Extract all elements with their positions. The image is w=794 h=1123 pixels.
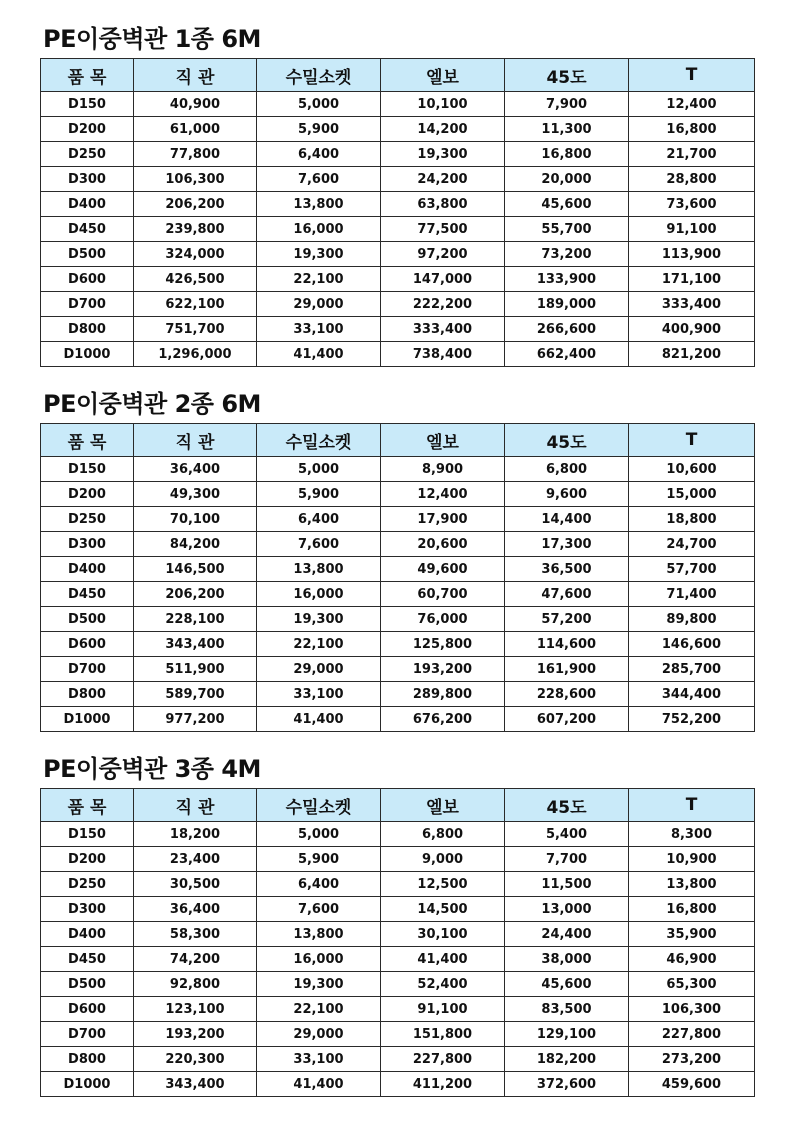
- price-cell-straight-pipe: 193,200: [134, 1022, 257, 1047]
- price-cell-tee: 344,400: [629, 682, 755, 707]
- price-cell-straight-pipe: 1,296,000: [134, 342, 257, 367]
- item-size-cell: D600: [41, 267, 134, 292]
- price-cell-straight-pipe: 228,100: [134, 607, 257, 632]
- price-cell-tee: 35,900: [629, 922, 755, 947]
- column-header-item: 품 목: [41, 59, 134, 92]
- item-size-cell: D400: [41, 557, 134, 582]
- price-cell-straight-pipe: 70,100: [134, 507, 257, 532]
- price-cell-tee: 21,700: [629, 142, 755, 167]
- item-size-cell: D200: [41, 117, 134, 142]
- price-cell-elbow-45: 5,400: [505, 822, 629, 847]
- table-row: [41, 922, 755, 947]
- price-cell-elbow: 97,200: [381, 242, 505, 267]
- price-cell-elbow: 30,100: [381, 922, 505, 947]
- price-cell-watertight-socket: 6,400: [257, 507, 381, 532]
- price-cell-watertight-socket: 6,400: [257, 142, 381, 167]
- table-row: [41, 242, 755, 267]
- item-size-cell: D700: [41, 657, 134, 682]
- price-cell-straight-pipe: 49,300: [134, 482, 257, 507]
- price-cell-tee: 13,800: [629, 872, 755, 897]
- price-cell-elbow-45: 83,500: [505, 997, 629, 1022]
- price-cell-elbow: 676,200: [381, 707, 505, 732]
- price-cell-elbow: 63,800: [381, 192, 505, 217]
- price-table: [40, 788, 755, 1097]
- price-cell-watertight-socket: 29,000: [257, 292, 381, 317]
- price-cell-elbow-45: 662,400: [505, 342, 629, 367]
- price-cell-straight-pipe: 343,400: [134, 632, 257, 657]
- price-cell-watertight-socket: 22,100: [257, 267, 381, 292]
- price-cell-straight-pipe: 18,200: [134, 822, 257, 847]
- price-cell-elbow: 77,500: [381, 217, 505, 242]
- table-row: [41, 142, 755, 167]
- price-cell-watertight-socket: 22,100: [257, 997, 381, 1022]
- price-cell-straight-pipe: 239,800: [134, 217, 257, 242]
- column-header-tee: T: [629, 789, 755, 822]
- table-row: [41, 217, 755, 242]
- table-row: [41, 972, 755, 997]
- table-row: [41, 607, 755, 632]
- column-header-elbow: 엘보: [381, 59, 505, 92]
- item-size-cell: D1000: [41, 707, 134, 732]
- item-size-cell: D150: [41, 822, 134, 847]
- price-cell-elbow-45: 7,900: [505, 92, 629, 117]
- item-size-cell: D1000: [41, 1072, 134, 1097]
- price-cell-elbow-45: 189,000: [505, 292, 629, 317]
- item-size-cell: D700: [41, 292, 134, 317]
- item-size-cell: D800: [41, 1047, 134, 1072]
- item-size-cell: D450: [41, 217, 134, 242]
- item-size-cell: D800: [41, 682, 134, 707]
- table-row: [41, 192, 755, 217]
- price-cell-tee: 171,100: [629, 267, 755, 292]
- price-cell-straight-pipe: 343,400: [134, 1072, 257, 1097]
- price-cell-watertight-socket: 16,000: [257, 947, 381, 972]
- price-cell-elbow-45: 607,200: [505, 707, 629, 732]
- price-cell-tee: 146,600: [629, 632, 755, 657]
- price-cell-tee: 57,700: [629, 557, 755, 582]
- table-row: [41, 557, 755, 582]
- column-header-item: 품 목: [41, 789, 134, 822]
- price-cell-tee: 106,300: [629, 997, 755, 1022]
- price-cell-elbow: 60,700: [381, 582, 505, 607]
- price-cell-elbow-45: 372,600: [505, 1072, 629, 1097]
- price-cell-watertight-socket: 19,300: [257, 607, 381, 632]
- price-cell-elbow-45: 45,600: [505, 192, 629, 217]
- price-cell-watertight-socket: 5,900: [257, 847, 381, 872]
- item-size-cell: D200: [41, 482, 134, 507]
- price-cell-elbow-45: 114,600: [505, 632, 629, 657]
- table-row: [41, 872, 755, 897]
- price-cell-tee: 89,800: [629, 607, 755, 632]
- price-cell-elbow-45: 11,500: [505, 872, 629, 897]
- price-cell-elbow-45: 182,200: [505, 1047, 629, 1072]
- price-cell-tee: 8,300: [629, 822, 755, 847]
- price-section-type-1: [40, 20, 754, 367]
- item-size-cell: D500: [41, 607, 134, 632]
- item-size-cell: D700: [41, 1022, 134, 1047]
- item-size-cell: D300: [41, 897, 134, 922]
- price-cell-watertight-socket: 7,600: [257, 532, 381, 557]
- price-cell-tee: 18,800: [629, 507, 755, 532]
- price-cell-elbow: 6,800: [381, 822, 505, 847]
- table-row: [41, 92, 755, 117]
- price-cell-watertight-socket: 7,600: [257, 167, 381, 192]
- price-cell-watertight-socket: 5,000: [257, 822, 381, 847]
- price-cell-watertight-socket: 6,400: [257, 872, 381, 897]
- price-cell-straight-pipe: 220,300: [134, 1047, 257, 1072]
- price-cell-elbow: 193,200: [381, 657, 505, 682]
- price-cell-elbow-45: 9,600: [505, 482, 629, 507]
- table-row: [41, 1047, 755, 1072]
- price-cell-tee: 73,600: [629, 192, 755, 217]
- price-cell-elbow: 333,400: [381, 317, 505, 342]
- price-cell-elbow-45: 7,700: [505, 847, 629, 872]
- column-header-item: 품 목: [41, 424, 134, 457]
- price-cell-watertight-socket: 13,800: [257, 922, 381, 947]
- price-cell-watertight-socket: 22,100: [257, 632, 381, 657]
- price-cell-elbow: 411,200: [381, 1072, 505, 1097]
- price-cell-straight-pipe: 206,200: [134, 582, 257, 607]
- price-cell-straight-pipe: 61,000: [134, 117, 257, 142]
- price-cell-watertight-socket: 41,400: [257, 342, 381, 367]
- table-row: [41, 532, 755, 557]
- price-cell-elbow: 49,600: [381, 557, 505, 582]
- price-cell-watertight-socket: 19,300: [257, 242, 381, 267]
- column-header-elbow-45: 45도: [505, 789, 629, 822]
- price-cell-elbow: 147,000: [381, 267, 505, 292]
- price-cell-straight-pipe: 206,200: [134, 192, 257, 217]
- price-cell-elbow-45: 20,000: [505, 167, 629, 192]
- price-cell-watertight-socket: 33,100: [257, 317, 381, 342]
- price-cell-elbow-45: 161,900: [505, 657, 629, 682]
- price-cell-elbow: 20,600: [381, 532, 505, 557]
- table-row: [41, 1072, 755, 1097]
- item-size-cell: D450: [41, 582, 134, 607]
- table-row: [41, 1022, 755, 1047]
- price-cell-elbow-45: 266,600: [505, 317, 629, 342]
- item-size-cell: D500: [41, 972, 134, 997]
- price-cell-watertight-socket: 41,400: [257, 1072, 381, 1097]
- price-cell-watertight-socket: 29,000: [257, 657, 381, 682]
- price-section-type-3: [40, 750, 754, 1097]
- item-size-cell: D250: [41, 507, 134, 532]
- table-row: [41, 707, 755, 732]
- column-header-straight-pipe: 직 관: [134, 789, 257, 822]
- table-row: [41, 292, 755, 317]
- price-cell-tee: 333,400: [629, 292, 755, 317]
- price-cell-straight-pipe: 40,900: [134, 92, 257, 117]
- price-cell-elbow: 289,800: [381, 682, 505, 707]
- price-cell-watertight-socket: 7,600: [257, 897, 381, 922]
- price-cell-tee: 16,800: [629, 117, 755, 142]
- price-cell-straight-pipe: 324,000: [134, 242, 257, 267]
- price-cell-tee: 10,600: [629, 457, 755, 482]
- column-header-elbow-45: 45도: [505, 59, 629, 92]
- table-row: [41, 507, 755, 532]
- price-cell-tee: 46,900: [629, 947, 755, 972]
- table-row: [41, 342, 755, 367]
- price-cell-elbow-45: 45,600: [505, 972, 629, 997]
- item-size-cell: D600: [41, 997, 134, 1022]
- price-cell-straight-pipe: 92,800: [134, 972, 257, 997]
- table-row: [41, 482, 755, 507]
- table-row: [41, 267, 755, 292]
- column-header-elbow-45: 45도: [505, 424, 629, 457]
- price-cell-tee: 65,300: [629, 972, 755, 997]
- price-cell-elbow: 17,900: [381, 507, 505, 532]
- price-section-type-2: [40, 385, 754, 732]
- column-header-watertight-socket: 수밀소켓: [257, 424, 381, 457]
- price-cell-elbow-45: 133,900: [505, 267, 629, 292]
- price-cell-elbow: 8,900: [381, 457, 505, 482]
- price-cell-elbow-45: 24,400: [505, 922, 629, 947]
- price-cell-straight-pipe: 84,200: [134, 532, 257, 557]
- table-row: [41, 847, 755, 872]
- table-row: [41, 457, 755, 482]
- section-title: PE이중벽관 2종 6M: [43, 390, 261, 418]
- price-cell-straight-pipe: 30,500: [134, 872, 257, 897]
- price-cell-straight-pipe: 58,300: [134, 922, 257, 947]
- item-size-cell: D450: [41, 947, 134, 972]
- item-size-cell: D250: [41, 142, 134, 167]
- table-header-row: [41, 59, 755, 92]
- column-header-elbow: 엘보: [381, 789, 505, 822]
- column-header-straight-pipe: 직 관: [134, 59, 257, 92]
- price-cell-watertight-socket: 33,100: [257, 682, 381, 707]
- item-size-cell: D200: [41, 847, 134, 872]
- column-header-tee: T: [629, 59, 755, 92]
- item-size-cell: D600: [41, 632, 134, 657]
- price-cell-watertight-socket: 13,800: [257, 557, 381, 582]
- column-header-tee: T: [629, 424, 755, 457]
- price-cell-tee: 12,400: [629, 92, 755, 117]
- item-size-cell: D250: [41, 872, 134, 897]
- price-cell-tee: 71,400: [629, 582, 755, 607]
- price-cell-elbow-45: 16,800: [505, 142, 629, 167]
- price-table: [40, 58, 755, 367]
- price-cell-watertight-socket: 5,000: [257, 92, 381, 117]
- price-cell-straight-pipe: 977,200: [134, 707, 257, 732]
- price-cell-watertight-socket: 16,000: [257, 217, 381, 242]
- table-row: [41, 167, 755, 192]
- item-size-cell: D1000: [41, 342, 134, 367]
- item-size-cell: D300: [41, 532, 134, 557]
- price-cell-elbow: 14,200: [381, 117, 505, 142]
- price-cell-tee: 400,900: [629, 317, 755, 342]
- column-header-watertight-socket: 수밀소켓: [257, 789, 381, 822]
- section-title: PE이중벽관 3종 4M: [43, 755, 261, 783]
- price-cell-elbow-45: 73,200: [505, 242, 629, 267]
- price-cell-watertight-socket: 41,400: [257, 707, 381, 732]
- table-header-row: [41, 789, 755, 822]
- item-size-cell: D150: [41, 457, 134, 482]
- price-cell-elbow: 12,400: [381, 482, 505, 507]
- price-cell-tee: 16,800: [629, 897, 755, 922]
- price-cell-elbow: 9,000: [381, 847, 505, 872]
- table-row: [41, 947, 755, 972]
- item-size-cell: D400: [41, 922, 134, 947]
- price-cell-elbow: 12,500: [381, 872, 505, 897]
- price-cell-elbow: 52,400: [381, 972, 505, 997]
- price-cell-elbow: 151,800: [381, 1022, 505, 1047]
- section-title: PE이중벽관 1종 6M: [43, 25, 261, 53]
- item-size-cell: D150: [41, 92, 134, 117]
- price-cell-tee: 10,900: [629, 847, 755, 872]
- price-cell-tee: 752,200: [629, 707, 755, 732]
- item-size-cell: D500: [41, 242, 134, 267]
- price-cell-tee: 227,800: [629, 1022, 755, 1047]
- price-cell-elbow-45: 13,000: [505, 897, 629, 922]
- price-cell-elbow: 41,400: [381, 947, 505, 972]
- price-cell-elbow: 76,000: [381, 607, 505, 632]
- price-cell-elbow: 222,200: [381, 292, 505, 317]
- table-row: [41, 897, 755, 922]
- price-cell-straight-pipe: 77,800: [134, 142, 257, 167]
- table-row: [41, 682, 755, 707]
- price-cell-elbow: 19,300: [381, 142, 505, 167]
- price-cell-watertight-socket: 13,800: [257, 192, 381, 217]
- item-size-cell: D400: [41, 192, 134, 217]
- price-cell-tee: 459,600: [629, 1072, 755, 1097]
- price-cell-elbow-45: 38,000: [505, 947, 629, 972]
- price-cell-elbow: 91,100: [381, 997, 505, 1022]
- price-cell-elbow: 24,200: [381, 167, 505, 192]
- price-cell-watertight-socket: 33,100: [257, 1047, 381, 1072]
- price-cell-straight-pipe: 23,400: [134, 847, 257, 872]
- column-header-elbow: 엘보: [381, 424, 505, 457]
- price-cell-elbow: 10,100: [381, 92, 505, 117]
- table-row: [41, 317, 755, 342]
- price-cell-watertight-socket: 5,000: [257, 457, 381, 482]
- table-header-row: [41, 424, 755, 457]
- price-cell-straight-pipe: 589,700: [134, 682, 257, 707]
- price-cell-straight-pipe: 123,100: [134, 997, 257, 1022]
- price-cell-straight-pipe: 74,200: [134, 947, 257, 972]
- item-size-cell: D800: [41, 317, 134, 342]
- price-cell-watertight-socket: 5,900: [257, 117, 381, 142]
- price-cell-elbow-45: 57,200: [505, 607, 629, 632]
- price-cell-watertight-socket: 19,300: [257, 972, 381, 997]
- price-cell-elbow-45: 228,600: [505, 682, 629, 707]
- table-row: [41, 582, 755, 607]
- table-row: [41, 822, 755, 847]
- price-cell-straight-pipe: 36,400: [134, 897, 257, 922]
- item-size-cell: D300: [41, 167, 134, 192]
- price-cell-straight-pipe: 751,700: [134, 317, 257, 342]
- column-header-watertight-socket: 수밀소켓: [257, 59, 381, 92]
- price-cell-elbow-45: 17,300: [505, 532, 629, 557]
- price-cell-tee: 113,900: [629, 242, 755, 267]
- price-cell-elbow: 227,800: [381, 1047, 505, 1072]
- table-row: [41, 997, 755, 1022]
- price-cell-watertight-socket: 29,000: [257, 1022, 381, 1047]
- price-cell-elbow: 125,800: [381, 632, 505, 657]
- price-cell-elbow-45: 6,800: [505, 457, 629, 482]
- price-cell-straight-pipe: 622,100: [134, 292, 257, 317]
- table-row: [41, 117, 755, 142]
- price-cell-straight-pipe: 426,500: [134, 267, 257, 292]
- price-cell-elbow-45: 129,100: [505, 1022, 629, 1047]
- price-cell-tee: 28,800: [629, 167, 755, 192]
- price-cell-straight-pipe: 106,300: [134, 167, 257, 192]
- price-table: [40, 423, 755, 732]
- price-cell-tee: 285,700: [629, 657, 755, 682]
- price-cell-tee: 91,100: [629, 217, 755, 242]
- table-row: [41, 632, 755, 657]
- price-cell-elbow-45: 14,400: [505, 507, 629, 532]
- price-cell-tee: 273,200: [629, 1047, 755, 1072]
- price-cell-tee: 821,200: [629, 342, 755, 367]
- price-cell-tee: 24,700: [629, 532, 755, 557]
- price-cell-straight-pipe: 36,400: [134, 457, 257, 482]
- price-cell-elbow-45: 11,300: [505, 117, 629, 142]
- price-cell-tee: 15,000: [629, 482, 755, 507]
- price-cell-elbow-45: 55,700: [505, 217, 629, 242]
- price-cell-elbow-45: 47,600: [505, 582, 629, 607]
- table-row: [41, 657, 755, 682]
- price-cell-watertight-socket: 16,000: [257, 582, 381, 607]
- price-cell-elbow-45: 36,500: [505, 557, 629, 582]
- column-header-straight-pipe: 직 관: [134, 424, 257, 457]
- price-cell-elbow: 14,500: [381, 897, 505, 922]
- price-cell-straight-pipe: 511,900: [134, 657, 257, 682]
- price-cell-straight-pipe: 146,500: [134, 557, 257, 582]
- price-cell-elbow: 738,400: [381, 342, 505, 367]
- price-cell-watertight-socket: 5,900: [257, 482, 381, 507]
